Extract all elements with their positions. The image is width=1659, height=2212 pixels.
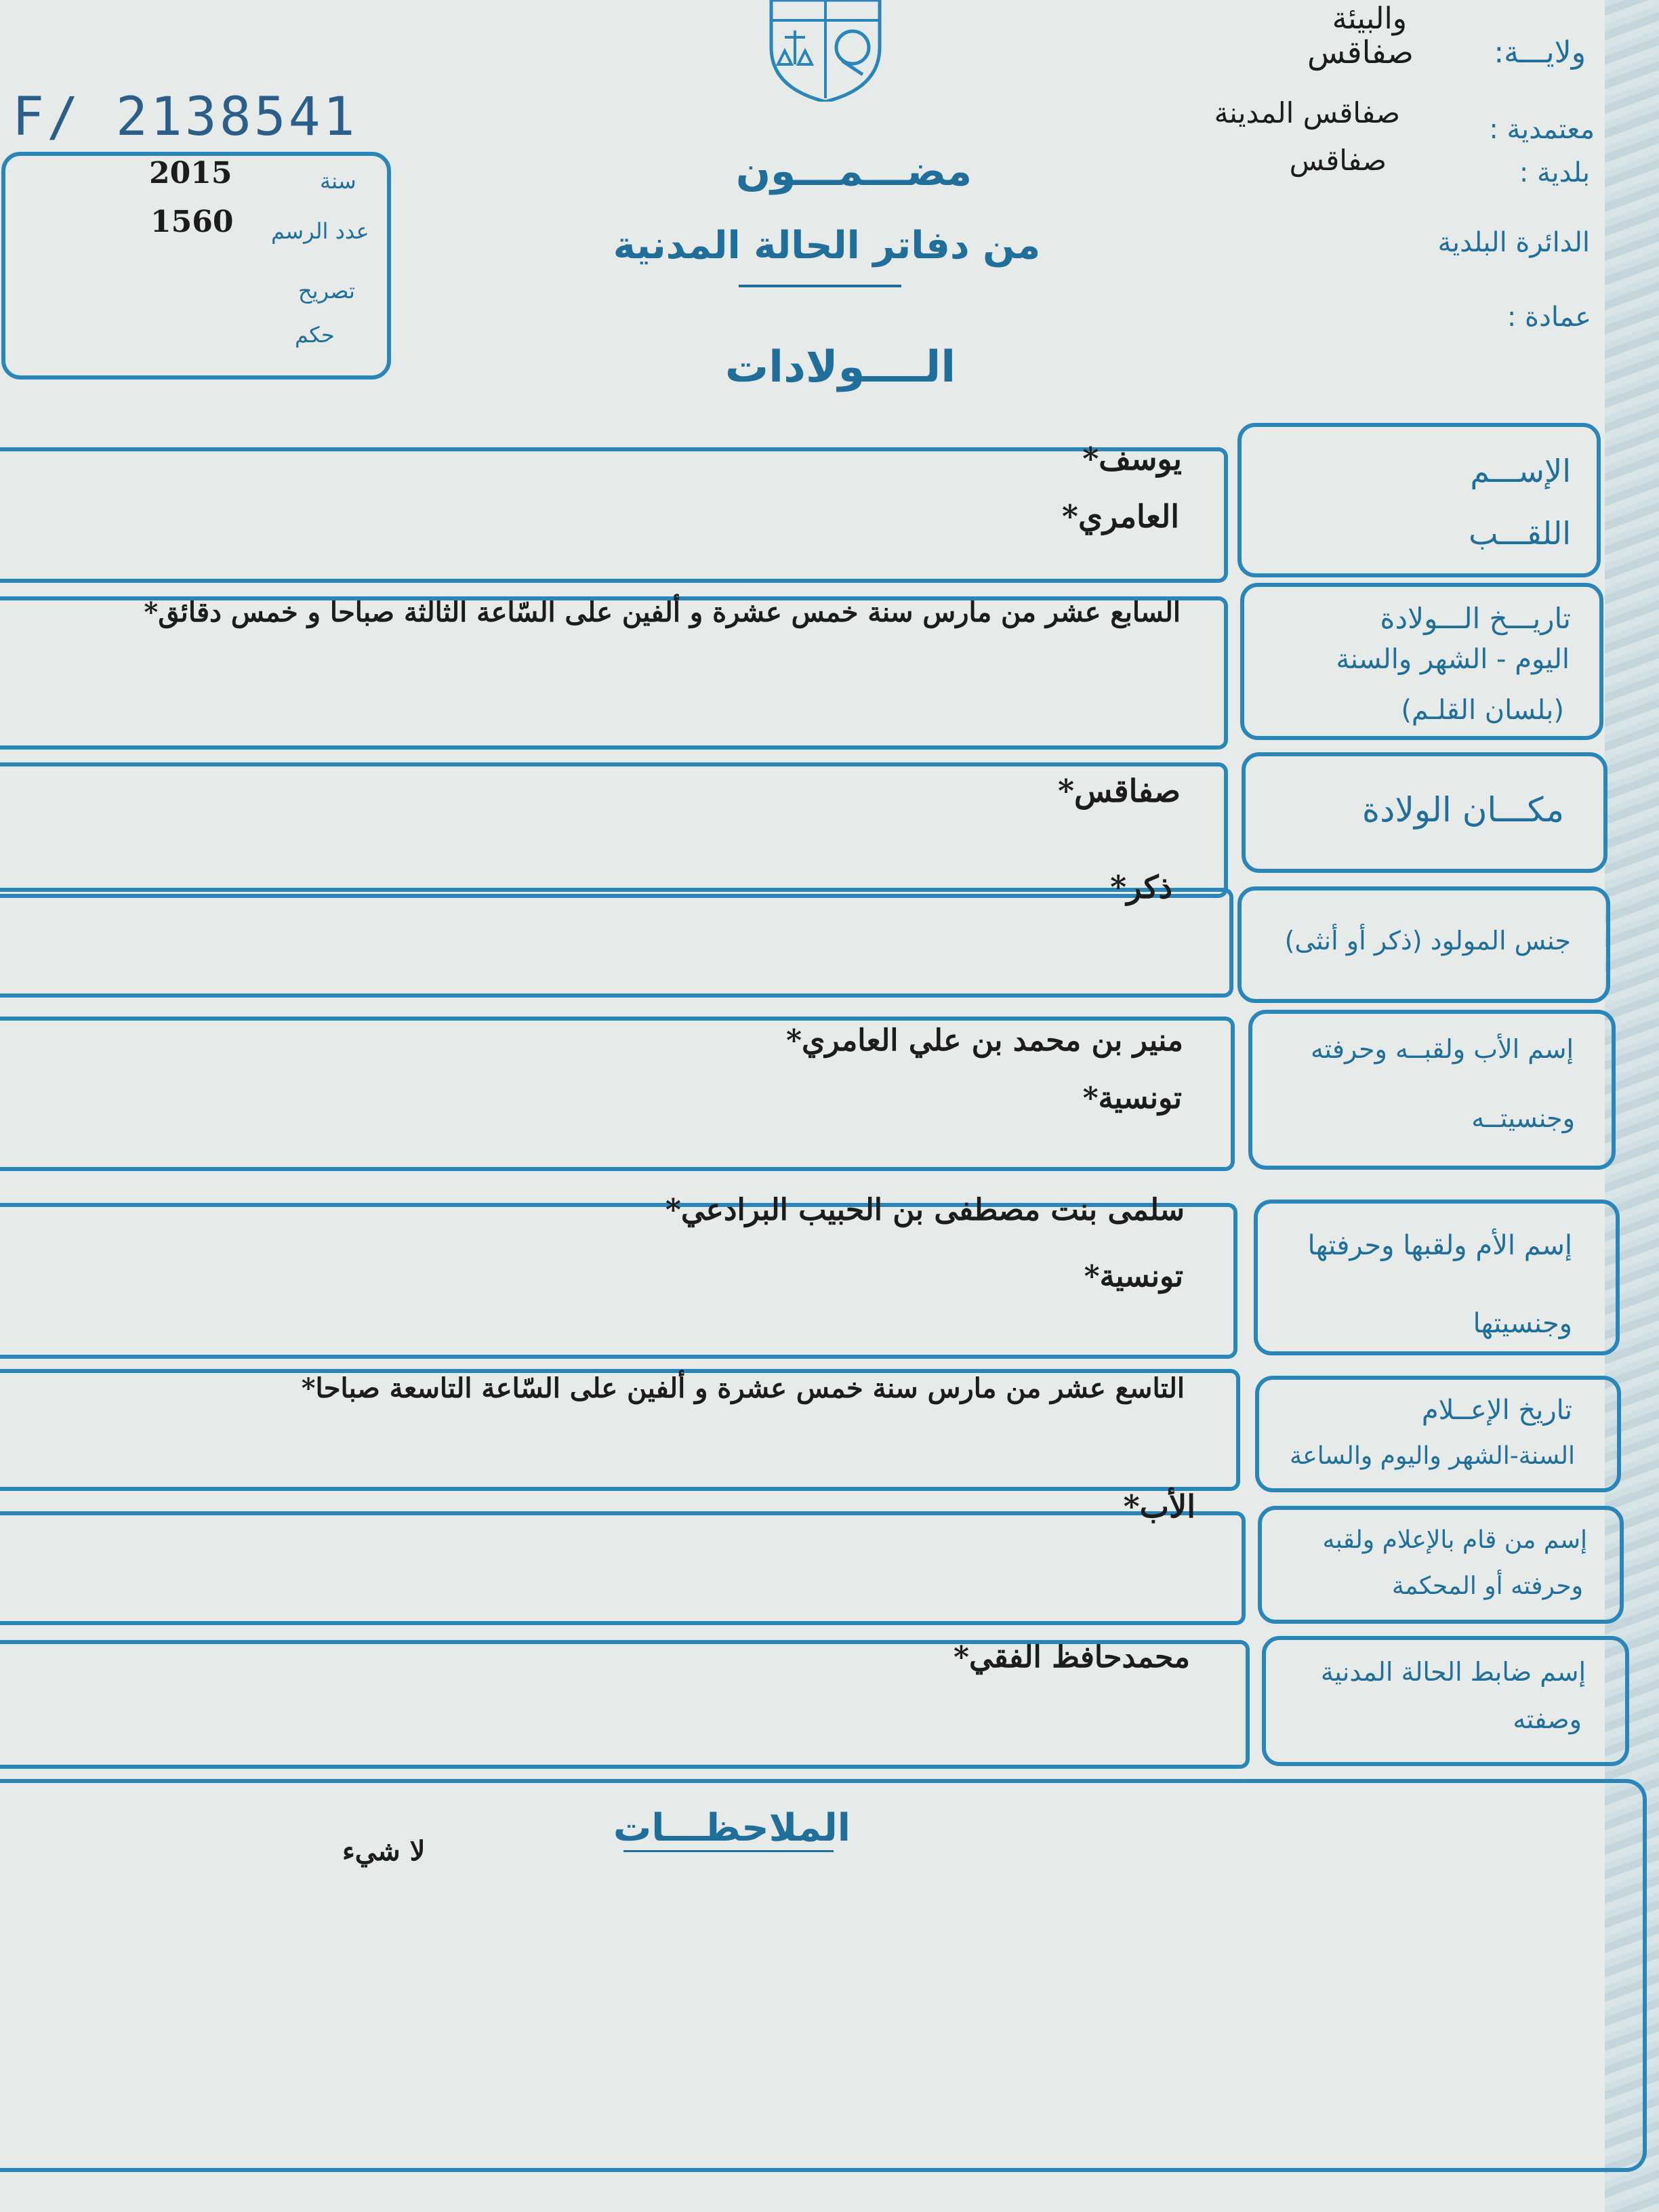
birth-place-value-box <box>0 762 1228 898</box>
officer-label-box <box>1262 1636 1629 1766</box>
father-label-1: إسم الأب ولقبــه وحرفته <box>1311 1034 1574 1064</box>
document-title: مضـــمـــون <box>735 148 972 195</box>
declarant-value-box <box>0 1511 1246 1625</box>
birth-date-label-1: تاريـــخ الـــولادة <box>1380 602 1571 635</box>
father-value: منير بن محمد بن علي العامري* <box>785 1023 1183 1058</box>
remarks-underline <box>623 1850 834 1852</box>
name-value: يوسف* <box>1082 441 1182 477</box>
officer-label-1: إسم ضابط الحالة المدنية <box>1320 1657 1586 1687</box>
sex-label: جنس المولود (ذكر أو أنثى) <box>1284 926 1571 956</box>
wilaya-label: ولايـــة: <box>1494 35 1586 70</box>
name-value-box <box>0 447 1228 583</box>
declarant-value: الأب* <box>1123 1488 1195 1525</box>
document-subtitle: من دفاتر الحالة المدنية <box>613 224 1041 268</box>
declaration-label: تصريح <box>298 278 355 304</box>
birth-date-label-2: اليوم - الشهر والسنة <box>1336 644 1570 675</box>
mutamadiya-value: صفاقس المدينة <box>1214 96 1400 129</box>
mother-label-2: وجنسيتها <box>1473 1308 1572 1339</box>
officer-label-2: وصفته <box>1513 1704 1582 1734</box>
birth-place-value: صفاقس* <box>1057 773 1181 809</box>
sex-value-box <box>0 888 1233 998</box>
surname-value: العامري* <box>1061 498 1179 535</box>
declarant-label-1: إسم من قام بالإعلام ولقبه <box>1322 1526 1587 1554</box>
birth-date-value: السابع عشر من مارس سنة خمس عشرة و ألفين على السّاعة الثالثة صباحا و خمس دقائق* <box>144 596 1181 628</box>
tunisia-emblem-icon <box>764 0 886 102</box>
serial-number: F/ 2138541 <box>12 87 358 148</box>
umada-label: عمادة : <box>1507 302 1591 333</box>
father-nationality: تونسية* <box>1082 1081 1182 1115</box>
name-label-box <box>1237 423 1601 577</box>
mother-label-1: إسم الأم ولقبها وحرفتها <box>1307 1230 1572 1261</box>
sex-value: ذكر* <box>1110 869 1172 905</box>
registration-number-label: عدد الرسم <box>271 218 369 244</box>
baladiya-label: بلدية : <box>1519 157 1590 188</box>
mother-nationality: تونسية* <box>1084 1259 1183 1294</box>
mutamadiya-label: معتمدية : <box>1489 114 1595 145</box>
year-value: 2015 <box>149 156 232 190</box>
name-label: الإســـم <box>1470 453 1571 489</box>
declaration-date-label-box <box>1255 1376 1621 1492</box>
subtitle-underline <box>739 285 901 287</box>
remarks-value: لا شيء <box>342 1835 426 1867</box>
declaration-date-label-1: تاريخ الإعــلام <box>1421 1395 1572 1426</box>
daira-label: الدائرة البلدية <box>1437 227 1590 258</box>
declarant-label-box <box>1258 1506 1624 1624</box>
officer-value: محمدحافظ الفقي* <box>953 1640 1190 1675</box>
registration-number-value: 1560 <box>150 205 234 239</box>
baladiya-value: صفاقس <box>1289 144 1387 177</box>
declaration-date-value: التاسع عشر من مارس سنة خمس عشرة و ألفين على السّاعة التاسعة صباحا* <box>301 1372 1185 1404</box>
birth-place-label: مكـــان الولادة <box>1361 790 1564 830</box>
mother-value: سلمى بنت مصطفى بن الحبيب البرادعي* <box>665 1193 1185 1227</box>
father-label-2: وجنسيتــه <box>1471 1103 1575 1133</box>
declarant-label-2: وحرفته أو المحكمة <box>1391 1572 1583 1600</box>
wilaya-value: صفاقس <box>1307 34 1414 70</box>
birth-date-label-3: (بلسان القلـم) <box>1401 695 1564 726</box>
section-title: الــــولادات <box>724 342 956 392</box>
remarks-label: الملاحظـــات <box>613 1806 851 1850</box>
declaration-date-label-2: السنة-الشهر واليوم والساعة <box>1290 1442 1575 1470</box>
year-label: سنة <box>320 168 356 194</box>
surname-label: اللقـــب <box>1469 515 1571 552</box>
wilaya-value-top: والبيئة <box>1332 1 1407 36</box>
judgment-label: حكم <box>295 322 335 348</box>
